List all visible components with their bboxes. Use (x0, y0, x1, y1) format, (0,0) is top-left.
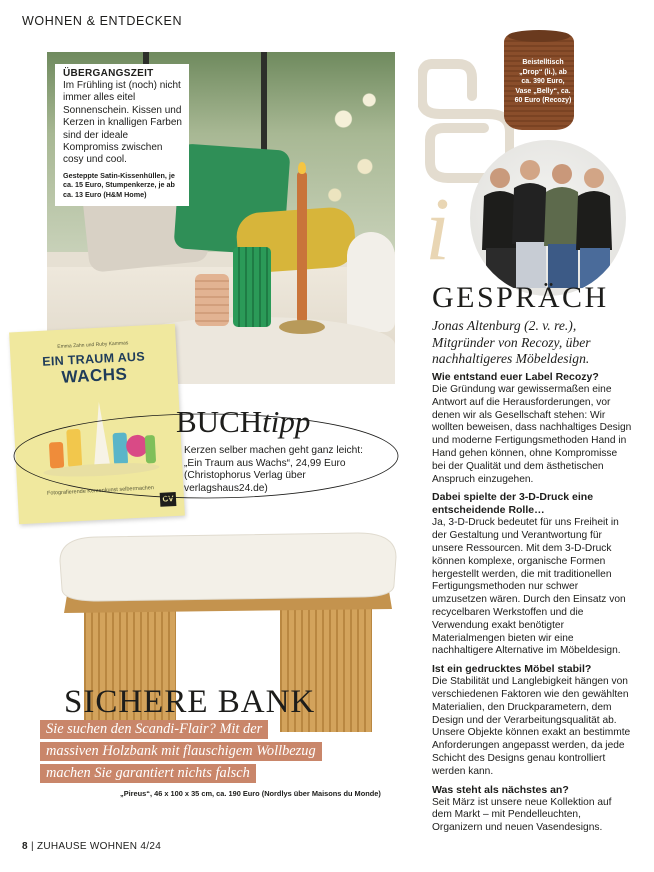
intro-headline: ÜBERGANGSZEIT (63, 68, 154, 79)
buchtipp-text: Kerzen selber machen geht ganz leicht: „Ein Traum aus Wachs“, 24,99 Euro (Christophorus Verlag über verlagshaus24.de) (184, 445, 363, 494)
publisher-logo: CV (160, 492, 177, 507)
bench-teaser-line: massiven Holzbank mit flauschigem Wollbezug (40, 742, 322, 761)
interview-question: Was steht als nächstes an? (432, 783, 569, 796)
side-product-caption: Beistelltisch „Drop“ (li.), ab ca. 390 Euro, Vase „Belly“, ca. 60 Euro (Recozy) (514, 59, 572, 104)
founders-illustration (470, 140, 626, 296)
issue-number: 4/24 (140, 841, 162, 852)
bench-title: SICHERE BANK (64, 684, 316, 720)
section-label: WOHNEN & ENTDECKEN (22, 14, 183, 28)
bench-teaser-line: machen Sie garantiert nichts falsch (40, 764, 256, 783)
book-authors: Emma Zahn und Ruby Kammas (57, 340, 129, 350)
photo-candle-flame (298, 162, 306, 174)
bench-teaser-line: Sie suchen den Scandi-Flair? Mit der (40, 720, 268, 739)
intro-body: Im Frühling ist (noch) nicht immer alles eitel Sonnenschein. Kissen und Kerzen in knalligen Farben sind der ideale Kompromiss zwischen cosy und cool. (63, 80, 182, 166)
page-footer (22, 841, 161, 852)
page-number: 8 (22, 841, 28, 852)
buchtipp-title-accent: tipp (262, 404, 311, 439)
intro-box (55, 64, 189, 206)
interview-lead: Jonas Altenburg (2. v. re.), Mitgründer von Recozy, über nachhaltigeres Möbeldesign. (432, 318, 591, 366)
interview-question: Wie entstand euer Label Recozy? (432, 371, 599, 383)
book-title-line2: WACHS (61, 364, 128, 387)
interview-kicker-i: i (425, 180, 451, 279)
drop-side-table-top (508, 30, 570, 42)
book-title-line1: EIN TRAUM AUS (41, 349, 146, 369)
buchtipp-title (176, 405, 310, 439)
founders-photo (470, 140, 626, 296)
interview-answer: Ja, 3-D-Druck bedeutet für uns Freiheit in der Gestaltung und Verantwortung für unsere Ressourcen. Mit dem 3-D-Druck können komplexe, organische Formen hergestellt werden, die mit traditionellen Fertigungsmethoden nur schwer umzusetzen wären. Durch den Einsatz von recycelbaren Werkstoffen und die Verwendung exakt benötigter Materialmengen bieten wir eine nachhaltigere Alternative im Möbeldesign. (432, 517, 626, 657)
interview-answer: Seit März ist unsere neue Kollektion auf dem Markt – mit Pendelleuchten, Organizern und neuen Vasendesigns. (432, 796, 612, 834)
book-subtitle: Fotografierende Kerzenkunst selbermachen (46, 485, 155, 497)
magazine-name: ZUHAUSE WOHNEN (36, 841, 138, 852)
photo-candle-green (233, 247, 271, 327)
buchtipp-title-main: BUCH (176, 404, 263, 439)
bench-caption: „Pireus“, 46 x 100 x 35 cm, ca. 190 Euro (Nordlys über Maisons du Monde) (120, 789, 381, 798)
interview-question: Dabei spielte der 3-D-Druck eine entscheidende Rolle… (432, 491, 594, 517)
interview-question: Ist ein gedrucktes Möbel stabil? (432, 663, 592, 676)
photo-candle-tall (297, 172, 307, 322)
interview-answer: Die Stabilität und Langlebigkeit hängen von verschiedenen Faktoren wie den gewählten Materialien, den Druckparametern, dem Design und der Verarbeitungsqualität ab. Unsere Objekte können exakt an bestimmte Anforderungen angepasst werden, da jede Schicht des Designs genau kontrolliert werden kann. (432, 676, 631, 777)
bench-teaser (40, 720, 380, 786)
photo-candle-holder (279, 320, 325, 334)
interview-title: GESPRÄCH (432, 281, 609, 314)
photo-vase (347, 232, 395, 332)
photo-candle-peach (195, 274, 229, 326)
interview-body (432, 371, 632, 840)
intro-credit: Gesteppte Satin-Kissenhüllen, je ca. 15 Euro, Stumpenkerze, je ab ca. 13 Euro (H&M Home) (63, 170, 175, 200)
interview-kicker-m: m (448, 238, 464, 263)
interview-answer: Die Gründung war gewissermaßen eine Antwort auf die Herausforderungen, vor denen wir als Gesellschaft stehen: Wir wollten beweisen, dass nachhaltiges Design und moderne Fertigungsmethoden Hand in Hand gehen können, ohne Kompromisse bei der Qualität und dem ästhetischen Anspruch einzugehen. (432, 384, 632, 485)
footer-separator: | (30, 841, 34, 852)
